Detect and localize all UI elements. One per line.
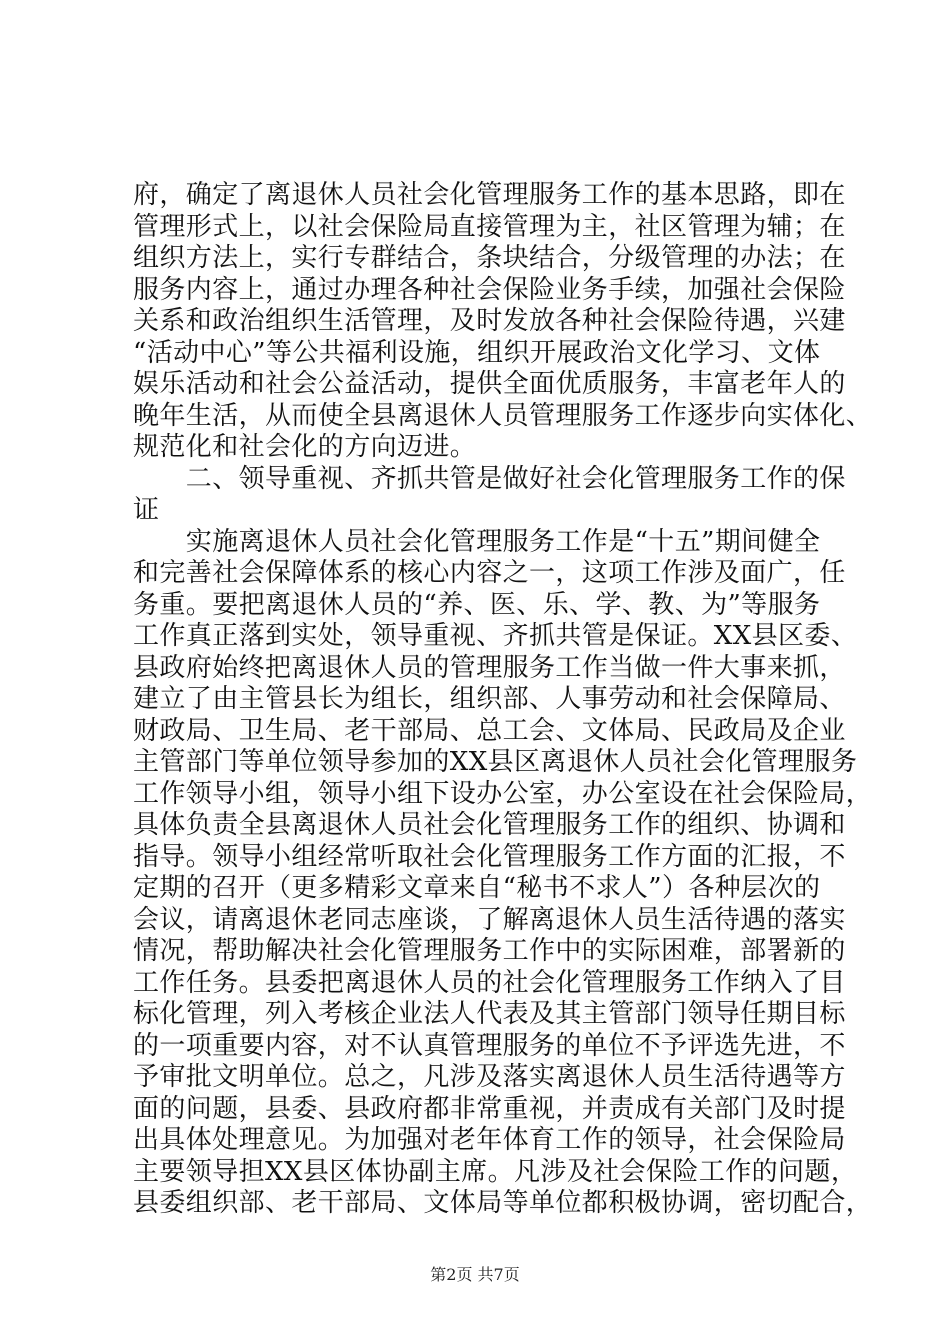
- text-line: 组织方法上，实行专群结合，条块结合，分级管理的办法；在: [133, 243, 846, 273]
- section-heading-line: 二、领导重视、齐抓共管是做好社会化管理服务工作的保: [133, 463, 846, 494]
- section-heading-line: 证: [133, 495, 160, 525]
- page-number-footer: 第2页 共7页: [430, 1265, 520, 1284]
- text-line: 财政局、卫生局、老干部局、总工会、文体局、民政局及企业: [133, 715, 846, 746]
- text-line: 标化管理，列入考核企业法人代表及其主管部门领导任期目标: [133, 999, 846, 1029]
- document-body: [133, 180, 873, 1220]
- text-line: 指导。领导小组经常听取社会化管理服务工作方面的汇报，不: [133, 841, 846, 872]
- text-line: 的一项重要内容，对不认真管理服务的单位不予评选先进，不: [133, 1030, 846, 1061]
- text-line: 管理形式上，以社会保险局直接管理为主，社区管理为辅；在: [133, 211, 846, 242]
- text-line: 务重。要把离退休人员的“养、医、乐、学、教、为”等服务: [133, 589, 821, 620]
- text-line: 工作领导小组，领导小组下设办公室，办公室设在社会保险局，: [133, 778, 873, 809]
- text-line: 定期的召开（更多精彩文章来自“秘书不求人”）各种层次的: [133, 873, 821, 903]
- text-line: 规范化和社会化的方向迈进。: [133, 432, 477, 462]
- text-line: 实施离退休人员社会化管理服务工作是“十五”期间健全: [133, 526, 821, 557]
- text-line: 工作任务。县委把离退休人员的社会化管理服务工作纳入了目: [133, 967, 846, 998]
- text-line: 具体负责全县离退休人员社会化管理服务工作的组织、协调和: [133, 810, 846, 840]
- text-line: 工作真正落到实处，领导重视、齐抓共管是保证。XX县区委、: [133, 621, 858, 651]
- text-line: 关系和政治组织生活管理，及时发放各种社会保险待遇，兴建: [133, 306, 846, 336]
- text-line: 建立了由主管县长为组长，组织部、人事劳动和社会保障局、: [133, 684, 846, 714]
- text-line: 府，确定了离退休人员社会化管理服务工作的基本思路，即在: [133, 180, 846, 210]
- text-line: 县委组织部、老干部局、文体局等单位都积极协调，密切配合，: [133, 1188, 873, 1218]
- text-line: 服务内容上，通过办理各种社会保险业务手续，加强社会保险: [133, 274, 846, 305]
- text-line: 主管部门等单位领导参加的XX县区离退休人员社会化管理服务: [133, 747, 858, 777]
- text-line: 情况，帮助解决社会化管理服务工作中的实际困难，部署新的: [133, 936, 846, 966]
- text-line: 晚年生活，从而使全县离退休人员管理服务工作逐步向实体化、: [133, 400, 873, 431]
- text-line: 娱乐活动和社会公益活动，提供全面优质服务，丰富老年人的: [133, 369, 846, 399]
- text-line: 和完善社会保障体系的核心内容之一，这项工作涉及面广，任: [133, 558, 846, 588]
- text-line: 主要领导担XX县区体协副主席。凡涉及社会保险工作的问题，: [133, 1156, 858, 1187]
- text-line: 予审批文明单位。总之，凡涉及落实离退休人员生活待遇等方: [133, 1062, 846, 1092]
- text-line: 出具体处理意见。为加强对老年体育工作的领导，社会保险局: [133, 1125, 846, 1155]
- text-line: 会议，请离退休老同志座谈，了解离退休人员生活待遇的落实: [133, 904, 846, 935]
- text-line: “活动中心”等公共福利设施，组织开展政治文化学习、文体: [133, 337, 821, 368]
- text-line: 县政府始终把离退休人员的管理服务工作当做一件大事来抓，: [133, 652, 846, 683]
- text-line: 面的问题，县委、县政府都非常重视，并责成有关部门及时提: [133, 1093, 846, 1124]
